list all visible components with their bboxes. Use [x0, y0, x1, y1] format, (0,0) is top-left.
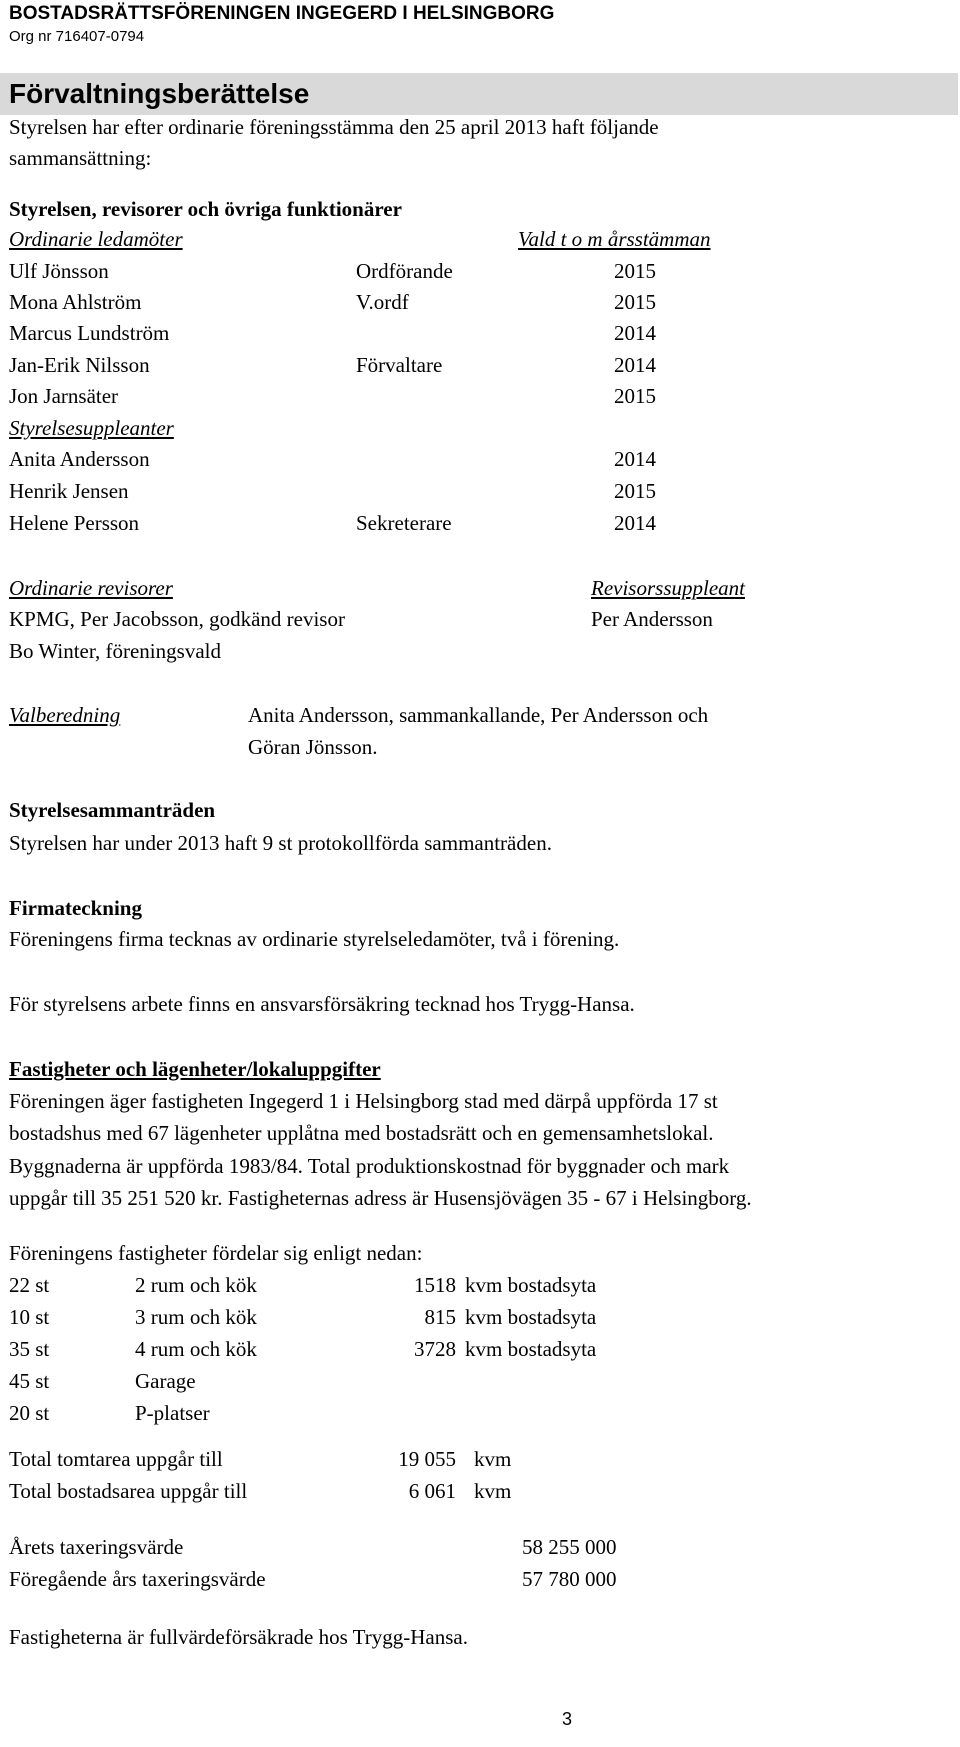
member-name: Marcus Lundström [9, 321, 170, 345]
signature-heading: Firmateckning [9, 896, 142, 920]
property-line: uppgår till 35 251 520 kr. Fastigheternas adress är Husensjövägen 35 - 67 i Helsingborg. [9, 1186, 752, 1210]
page-title: Förvaltningsberättelse [9, 78, 310, 109]
property-heading: Fastigheter och lägenheter/lokaluppgifter [9, 1057, 381, 1081]
deputy-role: Sekreterare [356, 511, 452, 535]
intro-line-1: Styrelsen har efter ordinarie föreningsstämma den 25 april 2013 haft följande [9, 115, 659, 139]
deputy-year: 2015 [614, 479, 656, 503]
property-line: bostadshus med 67 lägenheter upplåtna med bostadsrätt och en gemensamhetslokal. [9, 1121, 714, 1145]
distribution-unit: kvm bostadsyta [465, 1273, 597, 1297]
intro-line-2: sammansättning: [9, 146, 152, 170]
members-label: Ordinarie ledamöter [9, 227, 183, 251]
auditor-line-2: Bo Winter, föreningsvald [9, 639, 221, 663]
distribution-intro: Föreningens fastigheter fördelar sig enligt nedan: [9, 1241, 423, 1265]
member-year: 2014 [614, 353, 656, 377]
org-name: BOSTADSRÄTTSFÖRENINGEN INGEGERD I HELSINGBORG [9, 3, 555, 24]
meetings-text: Styrelsen har under 2013 haft 9 st protokollförda sammanträden. [9, 831, 552, 855]
distribution-type: 3 rum och kök [135, 1305, 257, 1329]
elected-label: Vald t o m årsstämman [518, 227, 711, 251]
member-year: 2015 [614, 259, 656, 283]
area-value: 19 055 [398, 1447, 456, 1471]
page-number: 3 [562, 1709, 573, 1729]
full-value-insurance: Fastigheterna är fullvärdeförsäkrade hos Trygg-Hansa. [9, 1625, 468, 1649]
deputy-year: 2014 [614, 447, 656, 471]
distribution-area: 1518 [414, 1273, 456, 1297]
distribution-unit: kvm bostadsyta [465, 1305, 597, 1329]
member-name: Ulf Jönsson [9, 259, 109, 283]
distribution-count: 22 st [9, 1273, 50, 1297]
distribution-type: 4 rum och kök [135, 1337, 257, 1361]
area-unit: kvm [474, 1447, 512, 1471]
tax-label: Föregående års taxeringsvärde [9, 1567, 266, 1591]
deputy-name: Helene Persson [9, 511, 140, 535]
signature-text: Föreningens firma tecknas av ordinarie styrelseledamöter, två i förening. [9, 927, 620, 951]
member-role: Förvaltare [356, 353, 443, 377]
deputy-year: 2014 [614, 511, 656, 535]
org-number: Org nr 716407-0794 [9, 28, 145, 45]
meetings-heading: Styrelsesammanträden [9, 798, 216, 822]
member-role: V.ordf [356, 290, 409, 314]
nomination-label: Valberedning [9, 703, 121, 727]
deputies-label: Styrelsesuppleanter [9, 416, 174, 440]
distribution-count: 10 st [9, 1305, 50, 1329]
distribution-type: 2 rum och kök [135, 1273, 257, 1297]
tax-label: Årets taxeringsvärde [9, 1535, 184, 1559]
member-year: 2015 [614, 290, 656, 314]
area-label: Total bostadsarea uppgår till [9, 1479, 248, 1503]
deputy-auditor-name: Per Andersson [591, 607, 713, 631]
auditors-label: Ordinarie revisorer [9, 576, 173, 600]
member-name: Jan-Erik Nilsson [9, 353, 150, 377]
deputy-name: Anita Andersson [9, 447, 150, 471]
nomination-line-2: Göran Jönsson. [248, 735, 378, 759]
board-heading: Styrelsen, revisorer och övriga funktionärer [9, 197, 402, 221]
nomination-line-1: Anita Andersson, sammankallande, Per Andersson och [248, 703, 709, 727]
distribution-unit: kvm bostadsyta [465, 1337, 597, 1361]
member-year: 2015 [614, 384, 656, 408]
distribution-count: 45 st [9, 1369, 50, 1393]
member-name: Mona Ahlström [9, 290, 142, 314]
member-name: Jon Jarnsäter [9, 384, 119, 408]
distribution-type: P-platser [135, 1401, 210, 1425]
area-label: Total tomtarea uppgår till [9, 1447, 223, 1471]
tax-value: 57 780 000 [522, 1567, 617, 1591]
insurance-text: För styrelsens arbete finns en ansvarsförsäkring tecknad hos Trygg-Hansa. [9, 992, 635, 1016]
distribution-area: 815 [424, 1305, 456, 1329]
area-unit: kvm [474, 1479, 512, 1503]
distribution-area: 3728 [414, 1337, 456, 1361]
tax-value: 58 255 000 [522, 1535, 617, 1559]
member-year: 2014 [614, 321, 656, 345]
area-value: 6 061 [408, 1479, 456, 1503]
property-line: Byggnaderna är uppförda 1983/84. Total produktionskostnad för byggnader och mark [9, 1154, 730, 1178]
distribution-type: Garage [135, 1369, 196, 1393]
member-role: Ordförande [356, 259, 453, 283]
deputy-name: Henrik Jensen [9, 479, 129, 503]
deputy-auditor-label: Revisorssuppleant [591, 576, 745, 600]
distribution-count: 35 st [9, 1337, 50, 1361]
distribution-count: 20 st [9, 1401, 50, 1425]
auditor-line-1: KPMG, Per Jacobsson, godkänd revisor [9, 607, 345, 631]
property-line: Föreningen äger fastigheten Ingegerd 1 i Helsingborg stad med därpå uppförda 17 st [9, 1089, 718, 1113]
